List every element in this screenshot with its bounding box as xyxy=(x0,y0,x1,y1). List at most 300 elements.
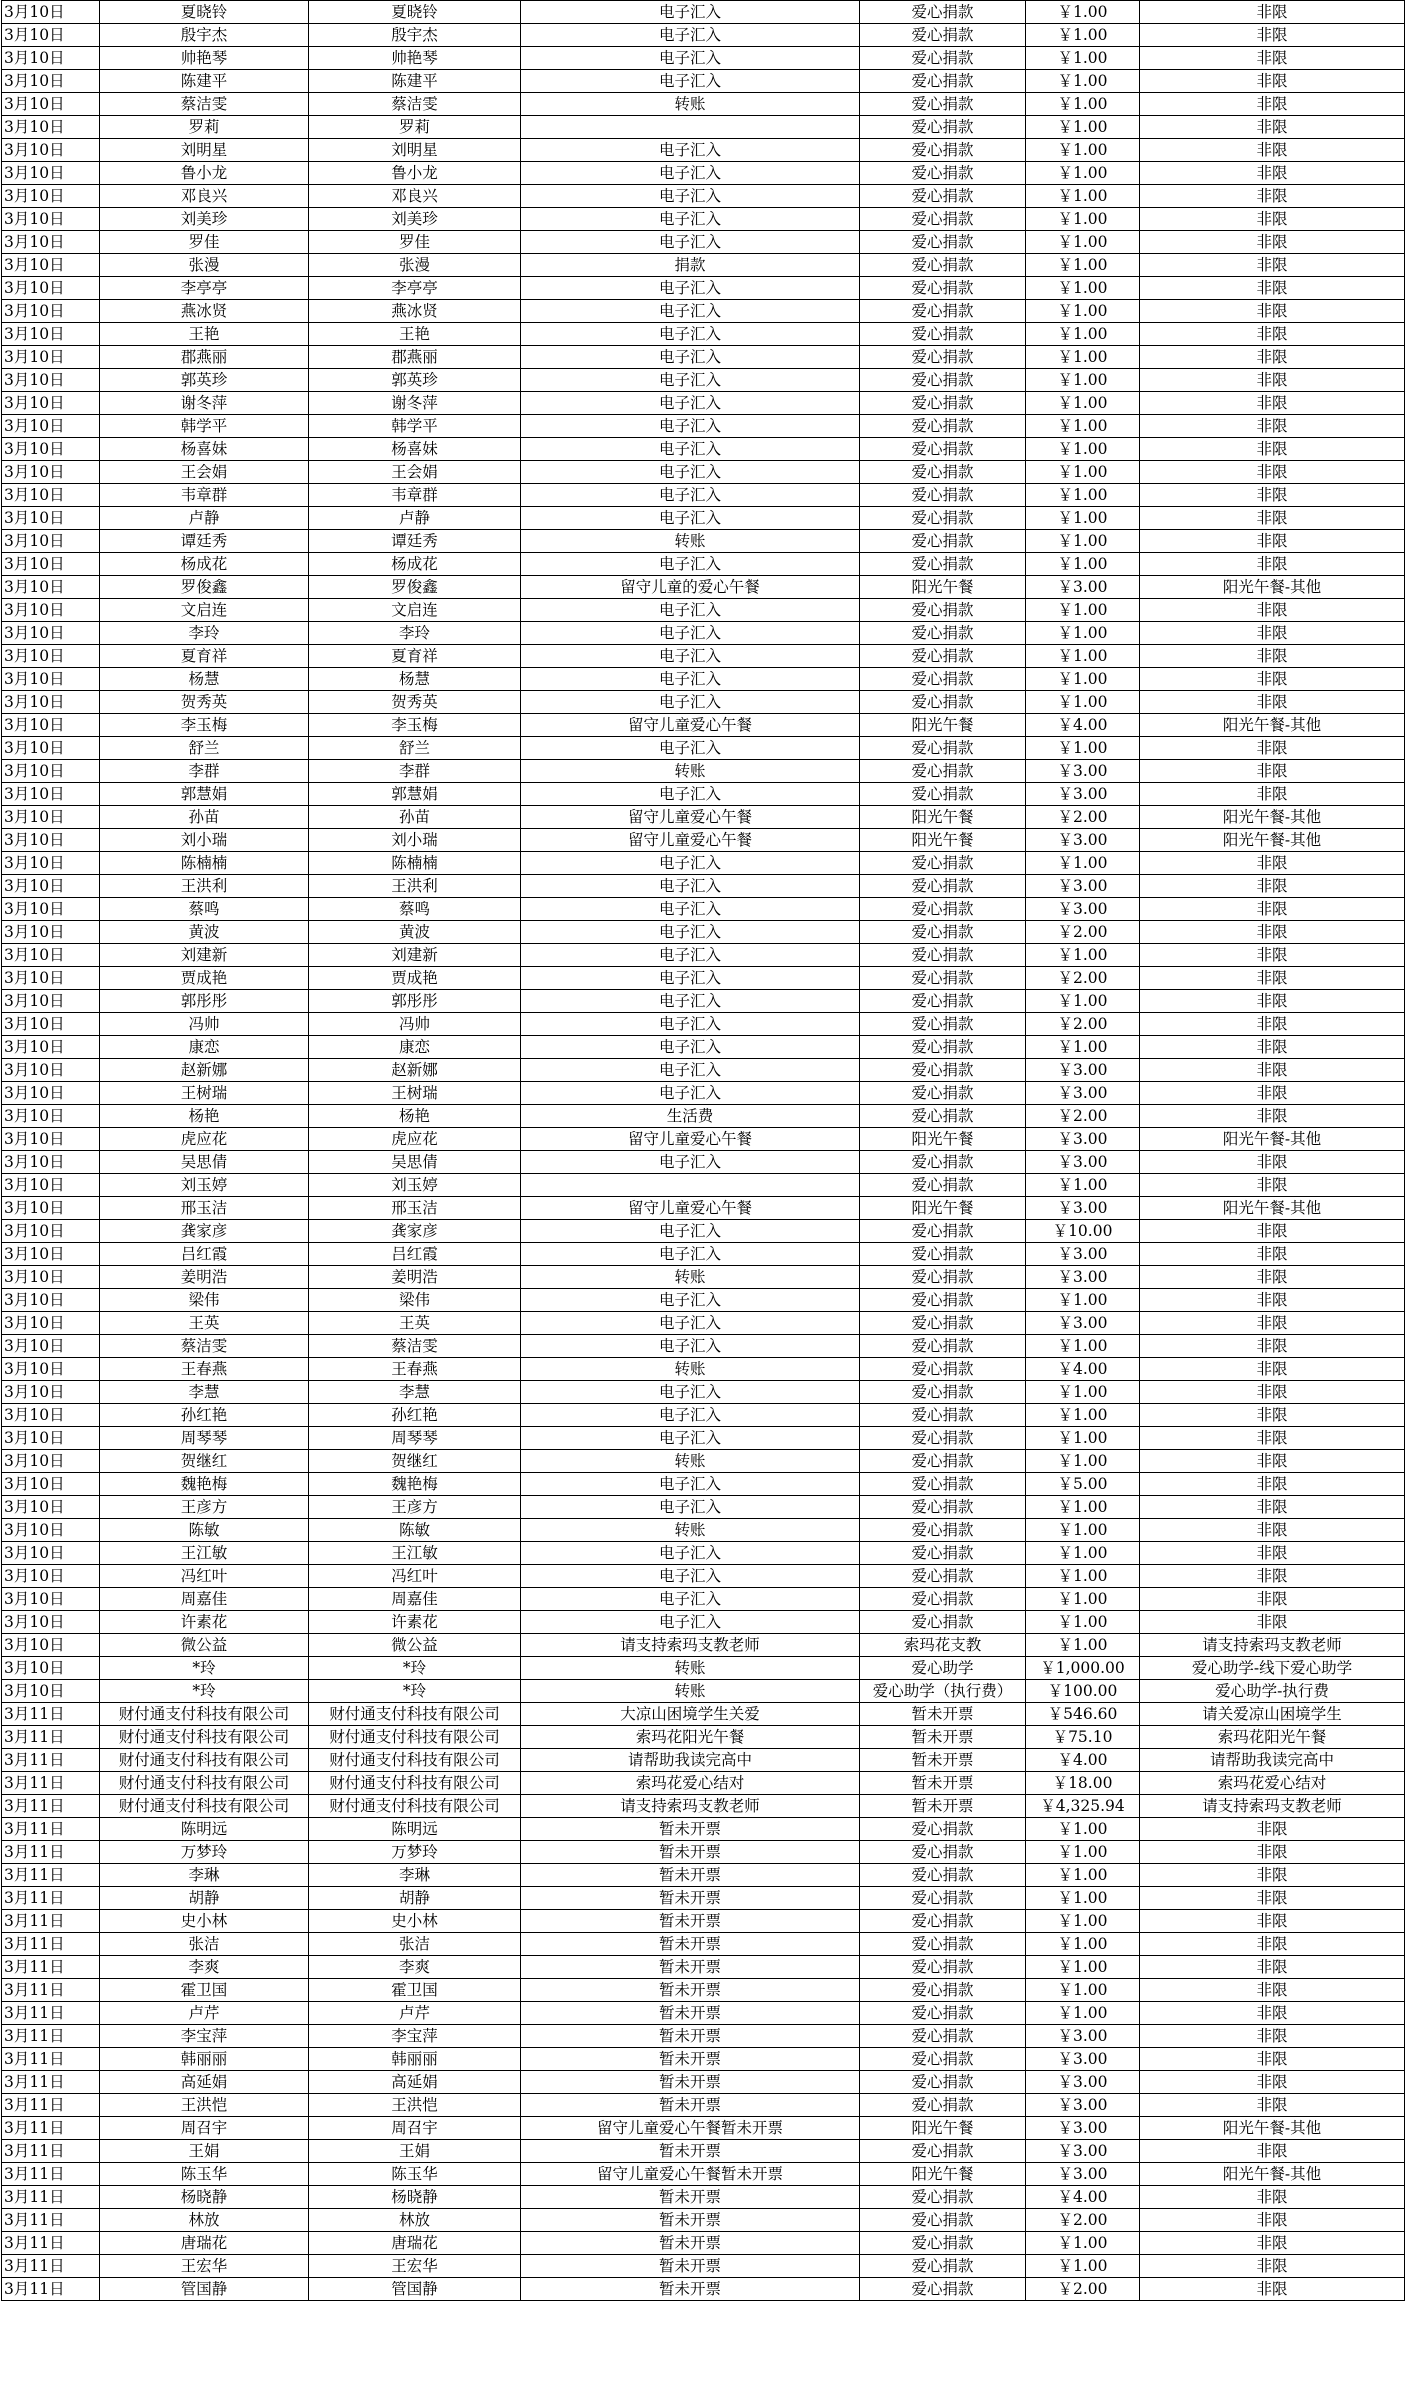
purpose-cell: 非限 xyxy=(1140,1,1405,24)
amount-cell: ￥10.00 xyxy=(1026,1220,1140,1243)
date-cell: 3月10日 xyxy=(2,116,100,139)
table-row xyxy=(2,875,1405,898)
amount-cell: ￥3.00 xyxy=(1026,2071,1140,2094)
purpose-cell: 非限 xyxy=(1140,921,1405,944)
date-cell: 3月10日 xyxy=(2,1542,100,1565)
amount-cell: ￥1.00 xyxy=(1026,1588,1140,1611)
amount-cell: ￥1.00 xyxy=(1026,2002,1140,2025)
amount-cell: ￥546.60 xyxy=(1026,1703,1140,1726)
date-cell: 3月10日 xyxy=(2,1036,100,1059)
donor-cell: 王宏华 xyxy=(100,2255,309,2278)
purpose-cell: 非限 xyxy=(1140,1220,1405,1243)
remark-cell: 电子汇入 xyxy=(521,691,860,714)
amount-cell: ￥1.00 xyxy=(1026,461,1140,484)
amount-cell: ￥1.00 xyxy=(1026,1174,1140,1197)
payer-cell: 李亭亭 xyxy=(309,277,521,300)
donor-cell: 韦章群 xyxy=(100,484,309,507)
donor-cell: 李琳 xyxy=(100,1864,309,1887)
amount-cell: ￥1.00 xyxy=(1026,93,1140,116)
date-cell: 3月10日 xyxy=(2,530,100,553)
date-cell: 3月10日 xyxy=(2,1335,100,1358)
table-body xyxy=(2,1,1405,2301)
donor-cell: 周嘉佳 xyxy=(100,1588,309,1611)
date-cell: 3月10日 xyxy=(2,392,100,415)
payer-cell: 王树瑞 xyxy=(309,1082,521,1105)
purpose-cell: 非限 xyxy=(1140,484,1405,507)
payer-cell: 罗佳 xyxy=(309,231,521,254)
date-cell: 3月10日 xyxy=(2,760,100,783)
amount-cell: ￥1.00 xyxy=(1026,1381,1140,1404)
remark-cell: 转账 xyxy=(521,530,860,553)
payer-cell: 李玉梅 xyxy=(309,714,521,737)
table-row xyxy=(2,852,1405,875)
donor-cell: 刘小瑞 xyxy=(100,829,309,852)
donor-cell: 罗俊鑫 xyxy=(100,576,309,599)
payer-cell: 邓良兴 xyxy=(309,185,521,208)
purpose-cell: 请支持索玛支教老师 xyxy=(1140,1795,1405,1818)
table-row xyxy=(2,1864,1405,1887)
table-row xyxy=(2,2048,1405,2071)
donor-cell: 黄波 xyxy=(100,921,309,944)
remark-cell: 暂未开票 xyxy=(521,1933,860,1956)
category-cell: 爱心捐款 xyxy=(860,1496,1026,1519)
date-cell: 3月10日 xyxy=(2,1289,100,1312)
donor-cell: 李亭亭 xyxy=(100,277,309,300)
table-row xyxy=(2,898,1405,921)
payer-cell: 唐瑞花 xyxy=(309,2232,521,2255)
donor-cell: 吴思倩 xyxy=(100,1151,309,1174)
amount-cell: ￥1.00 xyxy=(1026,369,1140,392)
category-cell: 爱心捐款 xyxy=(860,1450,1026,1473)
date-cell: 3月10日 xyxy=(2,369,100,392)
date-cell: 3月10日 xyxy=(2,737,100,760)
table-row xyxy=(2,47,1405,70)
purpose-cell: 非限 xyxy=(1140,1105,1405,1128)
table-row xyxy=(2,990,1405,1013)
payer-cell: 万梦玲 xyxy=(309,1841,521,1864)
amount-cell: ￥1.00 xyxy=(1026,1887,1140,1910)
purpose-cell: 索玛花爱心结对 xyxy=(1140,1772,1405,1795)
table-row xyxy=(2,783,1405,806)
amount-cell: ￥3.00 xyxy=(1026,1059,1140,1082)
table-row xyxy=(2,392,1405,415)
table-row xyxy=(2,1542,1405,1565)
donor-cell: 王彦方 xyxy=(100,1496,309,1519)
donor-cell: 王洪利 xyxy=(100,875,309,898)
purpose-cell: 非限 xyxy=(1140,1933,1405,1956)
amount-cell: ￥1.00 xyxy=(1026,24,1140,47)
purpose-cell: 阳光午餐-其他 xyxy=(1140,806,1405,829)
table-row xyxy=(2,1795,1405,1818)
remark-cell: 电子汇入 xyxy=(521,599,860,622)
table-row xyxy=(2,1818,1405,1841)
amount-cell: ￥3.00 xyxy=(1026,1128,1140,1151)
donor-cell: 贺继红 xyxy=(100,1450,309,1473)
payer-cell: 李群 xyxy=(309,760,521,783)
date-cell: 3月10日 xyxy=(2,1565,100,1588)
remark-cell: 请支持索玛支教老师 xyxy=(521,1634,860,1657)
category-cell: 爱心捐款 xyxy=(860,2186,1026,2209)
table-row xyxy=(2,1013,1405,1036)
purpose-cell: 非限 xyxy=(1140,438,1405,461)
category-cell: 爱心捐款 xyxy=(860,392,1026,415)
amount-cell: ￥1.00 xyxy=(1026,2255,1140,2278)
remark-cell: 留守儿童爱心午餐 xyxy=(521,806,860,829)
date-cell: 3月10日 xyxy=(2,944,100,967)
amount-cell: ￥1.00 xyxy=(1026,162,1140,185)
table-row xyxy=(2,2163,1405,2186)
donor-cell: 史小林 xyxy=(100,1910,309,1933)
donor-cell: 林放 xyxy=(100,2209,309,2232)
donor-cell: 罗莉 xyxy=(100,116,309,139)
category-cell: 爱心捐款 xyxy=(860,2278,1026,2301)
amount-cell: ￥1.00 xyxy=(1026,300,1140,323)
date-cell: 3月11日 xyxy=(2,1956,100,1979)
date-cell: 3月10日 xyxy=(2,461,100,484)
category-cell: 爱心捐款 xyxy=(860,323,1026,346)
remark-cell: 电子汇入 xyxy=(521,438,860,461)
purpose-cell: 非限 xyxy=(1140,1427,1405,1450)
purpose-cell: 非限 xyxy=(1140,1381,1405,1404)
payer-cell: 陈玉华 xyxy=(309,2163,521,2186)
amount-cell: ￥1.00 xyxy=(1026,254,1140,277)
purpose-cell: 非限 xyxy=(1140,1450,1405,1473)
category-cell: 爱心捐款 xyxy=(860,2209,1026,2232)
purpose-cell: 非限 xyxy=(1140,944,1405,967)
amount-cell: ￥1.00 xyxy=(1026,530,1140,553)
date-cell: 3月11日 xyxy=(2,2255,100,2278)
table-row xyxy=(2,1128,1405,1151)
date-cell: 3月10日 xyxy=(2,24,100,47)
donor-cell: 夏育祥 xyxy=(100,645,309,668)
amount-cell: ￥1.00 xyxy=(1026,1565,1140,1588)
remark-cell: 转账 xyxy=(521,1450,860,1473)
amount-cell: ￥2.00 xyxy=(1026,1013,1140,1036)
table-row xyxy=(2,1105,1405,1128)
payer-cell: 胡静 xyxy=(309,1887,521,1910)
table-row xyxy=(2,1749,1405,1772)
date-cell: 3月10日 xyxy=(2,1381,100,1404)
amount-cell: ￥3.00 xyxy=(1026,2048,1140,2071)
donor-cell: 许素花 xyxy=(100,1611,309,1634)
purpose-cell: 非限 xyxy=(1140,369,1405,392)
category-cell: 爱心捐款 xyxy=(860,990,1026,1013)
table-row xyxy=(2,415,1405,438)
date-cell: 3月10日 xyxy=(2,1013,100,1036)
payer-cell: 杨艳 xyxy=(309,1105,521,1128)
table-row xyxy=(2,1220,1405,1243)
table-row xyxy=(2,1979,1405,2002)
donor-cell: 霍卫国 xyxy=(100,1979,309,2002)
remark-cell: 暂未开票 xyxy=(521,2232,860,2255)
remark-cell: 电子汇入 xyxy=(521,1496,860,1519)
payer-cell: 蔡鸣 xyxy=(309,898,521,921)
remark-cell: 电子汇入 xyxy=(521,392,860,415)
remark-cell: 电子汇入 xyxy=(521,1082,860,1105)
donor-cell: 王洪恺 xyxy=(100,2094,309,2117)
remark-cell: 暂未开票 xyxy=(521,2071,860,2094)
donor-cell: 万梦玲 xyxy=(100,1841,309,1864)
amount-cell: ￥3.00 xyxy=(1026,1197,1140,1220)
payer-cell: 文启连 xyxy=(309,599,521,622)
purpose-cell: 非限 xyxy=(1140,1565,1405,1588)
amount-cell: ￥3.00 xyxy=(1026,1266,1140,1289)
amount-cell: ￥3.00 xyxy=(1026,1151,1140,1174)
purpose-cell: 非限 xyxy=(1140,1496,1405,1519)
category-cell: 阳光午餐 xyxy=(860,2117,1026,2140)
date-cell: 3月10日 xyxy=(2,47,100,70)
remark-cell: 暂未开票 xyxy=(521,1910,860,1933)
purpose-cell: 非限 xyxy=(1140,2209,1405,2232)
purpose-cell: 非限 xyxy=(1140,1519,1405,1542)
payer-cell: 孙苗 xyxy=(309,806,521,829)
payer-cell: 财付通支付科技有限公司 xyxy=(309,1726,521,1749)
donor-cell: 赵新娜 xyxy=(100,1059,309,1082)
payer-cell: 许素花 xyxy=(309,1611,521,1634)
table-row xyxy=(2,1243,1405,1266)
date-cell: 3月11日 xyxy=(2,2117,100,2140)
date-cell: 3月10日 xyxy=(2,208,100,231)
donor-cell: 郭英珍 xyxy=(100,369,309,392)
remark-cell: 电子汇入 xyxy=(521,484,860,507)
remark-cell: 电子汇入 xyxy=(521,1059,860,1082)
donor-cell: 王娟 xyxy=(100,2140,309,2163)
category-cell: 爱心捐款 xyxy=(860,116,1026,139)
purpose-cell: 非限 xyxy=(1140,139,1405,162)
donor-cell: 郭彤彤 xyxy=(100,990,309,1013)
category-cell: 爱心捐款 xyxy=(860,1473,1026,1496)
table-row xyxy=(2,116,1405,139)
donor-cell: 邢玉洁 xyxy=(100,1197,309,1220)
amount-cell: ￥1.00 xyxy=(1026,1910,1140,1933)
purpose-cell: 非限 xyxy=(1140,162,1405,185)
payer-cell: 财付通支付科技有限公司 xyxy=(309,1703,521,1726)
donor-cell: 殷宇杰 xyxy=(100,24,309,47)
donor-cell: 管国静 xyxy=(100,2278,309,2301)
date-cell: 3月11日 xyxy=(2,2025,100,2048)
donor-cell: 邓良兴 xyxy=(100,185,309,208)
remark-cell: 电子汇入 xyxy=(521,1013,860,1036)
table-row xyxy=(2,346,1405,369)
remark-cell: 捐款 xyxy=(521,254,860,277)
date-cell: 3月11日 xyxy=(2,1749,100,1772)
payer-cell: 韩丽丽 xyxy=(309,2048,521,2071)
purpose-cell: 非限 xyxy=(1140,1013,1405,1036)
category-cell: 爱心捐款 xyxy=(860,1381,1026,1404)
category-cell: 爱心捐款 xyxy=(860,484,1026,507)
amount-cell: ￥3.00 xyxy=(1026,2117,1140,2140)
remark-cell: 暂未开票 xyxy=(521,1864,860,1887)
table-row xyxy=(2,369,1405,392)
amount-cell: ￥4.00 xyxy=(1026,1358,1140,1381)
payer-cell: 刘明星 xyxy=(309,139,521,162)
category-cell: 爱心捐款 xyxy=(860,415,1026,438)
payer-cell: 殷宇杰 xyxy=(309,24,521,47)
purpose-cell: 请支持索玛支教老师 xyxy=(1140,1634,1405,1657)
remark-cell: 大凉山困境学生关爱 xyxy=(521,1703,860,1726)
remark-cell: 留守儿童爱心午餐暂未开票 xyxy=(521,2163,860,2186)
table-row xyxy=(2,507,1405,530)
amount-cell: ￥1.00 xyxy=(1026,438,1140,461)
category-cell: 爱心捐款 xyxy=(860,162,1026,185)
purpose-cell: 非限 xyxy=(1140,2071,1405,2094)
remark-cell: 电子汇入 xyxy=(521,1427,860,1450)
category-cell: 爱心捐款 xyxy=(860,2025,1026,2048)
date-cell: 3月11日 xyxy=(2,1703,100,1726)
purpose-cell: 非限 xyxy=(1140,1082,1405,1105)
amount-cell: ￥1.00 xyxy=(1026,70,1140,93)
donor-cell: 韩丽丽 xyxy=(100,2048,309,2071)
table-row xyxy=(2,714,1405,737)
date-cell: 3月11日 xyxy=(2,2140,100,2163)
donor-cell: 帅艳琴 xyxy=(100,47,309,70)
payer-cell: 卢静 xyxy=(309,507,521,530)
payer-cell: 王春燕 xyxy=(309,1358,521,1381)
remark-cell: 暂未开票 xyxy=(521,2048,860,2071)
donor-cell: 罗佳 xyxy=(100,231,309,254)
amount-cell: ￥1.00 xyxy=(1026,852,1140,875)
remark-cell: 电子汇入 xyxy=(521,783,860,806)
date-cell: 3月10日 xyxy=(2,1059,100,1082)
table-row xyxy=(2,1450,1405,1473)
donor-cell: 杨艳 xyxy=(100,1105,309,1128)
category-cell: 爱心捐款 xyxy=(860,2140,1026,2163)
payer-cell: 谢冬萍 xyxy=(309,392,521,415)
date-cell: 3月11日 xyxy=(2,2278,100,2301)
amount-cell: ￥1.00 xyxy=(1026,1864,1140,1887)
date-cell: 3月10日 xyxy=(2,1657,100,1680)
table-row xyxy=(2,93,1405,116)
table-row xyxy=(2,461,1405,484)
purpose-cell: 非限 xyxy=(1140,254,1405,277)
date-cell: 3月10日 xyxy=(2,668,100,691)
remark-cell: 留守儿童爱心午餐 xyxy=(521,714,860,737)
amount-cell: ￥3.00 xyxy=(1026,1312,1140,1335)
purpose-cell: 非限 xyxy=(1140,2140,1405,2163)
payer-cell: 王江敏 xyxy=(309,1542,521,1565)
category-cell: 爱心捐款 xyxy=(860,369,1026,392)
payer-cell: 韦章群 xyxy=(309,484,521,507)
remark-cell: 电子汇入 xyxy=(521,1588,860,1611)
payer-cell: 邢玉洁 xyxy=(309,1197,521,1220)
purpose-cell: 非限 xyxy=(1140,70,1405,93)
amount-cell: ￥1.00 xyxy=(1026,392,1140,415)
amount-cell: ￥100.00 xyxy=(1026,1680,1140,1703)
category-cell: 爱心捐款 xyxy=(860,1979,1026,2002)
remark-cell: 电子汇入 xyxy=(521,208,860,231)
amount-cell: ￥1.00 xyxy=(1026,1036,1140,1059)
date-cell: 3月10日 xyxy=(2,829,100,852)
table-row xyxy=(2,1565,1405,1588)
table-row xyxy=(2,1312,1405,1335)
table-row xyxy=(2,2002,1405,2025)
amount-cell: ￥1.00 xyxy=(1026,415,1140,438)
purpose-cell: 非限 xyxy=(1140,852,1405,875)
donor-cell: 陈楠楠 xyxy=(100,852,309,875)
donor-cell: 蔡鸣 xyxy=(100,898,309,921)
purpose-cell: 非限 xyxy=(1140,1289,1405,1312)
amount-cell: ￥1.00 xyxy=(1026,484,1140,507)
category-cell: 爱心捐款 xyxy=(860,1565,1026,1588)
donor-cell: 杨成花 xyxy=(100,553,309,576)
donor-cell: 刘玉婷 xyxy=(100,1174,309,1197)
table-row xyxy=(2,1174,1405,1197)
amount-cell: ￥1.00 xyxy=(1026,691,1140,714)
amount-cell: ￥3.00 xyxy=(1026,1243,1140,1266)
purpose-cell: 非限 xyxy=(1140,507,1405,530)
category-cell: 爱心捐款 xyxy=(860,1427,1026,1450)
amount-cell: ￥4.00 xyxy=(1026,2186,1140,2209)
payer-cell: 冯帅 xyxy=(309,1013,521,1036)
purpose-cell: 爱心助学-线下爱心助学 xyxy=(1140,1657,1405,1680)
remark-cell: 转账 xyxy=(521,1657,860,1680)
donor-cell: 夏晓铃 xyxy=(100,1,309,24)
donor-cell: 贺秀英 xyxy=(100,691,309,714)
amount-cell: ￥1.00 xyxy=(1026,1427,1140,1450)
amount-cell: ￥3.00 xyxy=(1026,1082,1140,1105)
category-cell: 爱心捐款 xyxy=(860,1082,1026,1105)
table-row xyxy=(2,737,1405,760)
table-row xyxy=(2,1266,1405,1289)
category-cell: 暂未开票 xyxy=(860,1772,1026,1795)
category-cell: 爱心捐款 xyxy=(860,1151,1026,1174)
table-row xyxy=(2,185,1405,208)
donor-cell: 李爽 xyxy=(100,1956,309,1979)
payer-cell: 姜明浩 xyxy=(309,1266,521,1289)
donor-cell: 虎应花 xyxy=(100,1128,309,1151)
date-cell: 3月11日 xyxy=(2,2209,100,2232)
remark-cell: 转账 xyxy=(521,1680,860,1703)
category-cell: 爱心捐款 xyxy=(860,1404,1026,1427)
payer-cell: 蔡洁雯 xyxy=(309,93,521,116)
date-cell: 3月10日 xyxy=(2,1197,100,1220)
category-cell: 爱心助学（执行费） xyxy=(860,1680,1026,1703)
date-cell: 3月10日 xyxy=(2,162,100,185)
table-row xyxy=(2,668,1405,691)
payer-cell: 刘美珍 xyxy=(309,208,521,231)
remark-cell: 转账 xyxy=(521,1519,860,1542)
purpose-cell: 非限 xyxy=(1140,461,1405,484)
date-cell: 3月10日 xyxy=(2,1634,100,1657)
purpose-cell: 非限 xyxy=(1140,1335,1405,1358)
table-row xyxy=(2,139,1405,162)
date-cell: 3月10日 xyxy=(2,507,100,530)
remark-cell: 电子汇入 xyxy=(521,1312,860,1335)
amount-cell: ￥1.00 xyxy=(1026,622,1140,645)
donor-cell: 唐瑞花 xyxy=(100,2232,309,2255)
donor-cell: 蔡洁雯 xyxy=(100,1335,309,1358)
date-cell: 3月10日 xyxy=(2,1243,100,1266)
purpose-cell: 非限 xyxy=(1140,553,1405,576)
donor-cell: 周召宇 xyxy=(100,2117,309,2140)
payer-cell: 康恋 xyxy=(309,1036,521,1059)
date-cell: 3月10日 xyxy=(2,1,100,24)
purpose-cell: 非限 xyxy=(1140,2094,1405,2117)
date-cell: 3月10日 xyxy=(2,852,100,875)
remark-cell: 电子汇入 xyxy=(521,507,860,530)
category-cell: 暂未开票 xyxy=(860,1703,1026,1726)
amount-cell: ￥5.00 xyxy=(1026,1473,1140,1496)
purpose-cell: 非限 xyxy=(1140,346,1405,369)
purpose-cell: 非限 xyxy=(1140,898,1405,921)
amount-cell: ￥1,000.00 xyxy=(1026,1657,1140,1680)
payer-cell: 魏艳梅 xyxy=(309,1473,521,1496)
remark-cell: 留守儿童爱心午餐 xyxy=(521,1128,860,1151)
date-cell: 3月10日 xyxy=(2,1220,100,1243)
purpose-cell: 非限 xyxy=(1140,1312,1405,1335)
purpose-cell: 非限 xyxy=(1140,599,1405,622)
category-cell: 爱心捐款 xyxy=(860,1611,1026,1634)
